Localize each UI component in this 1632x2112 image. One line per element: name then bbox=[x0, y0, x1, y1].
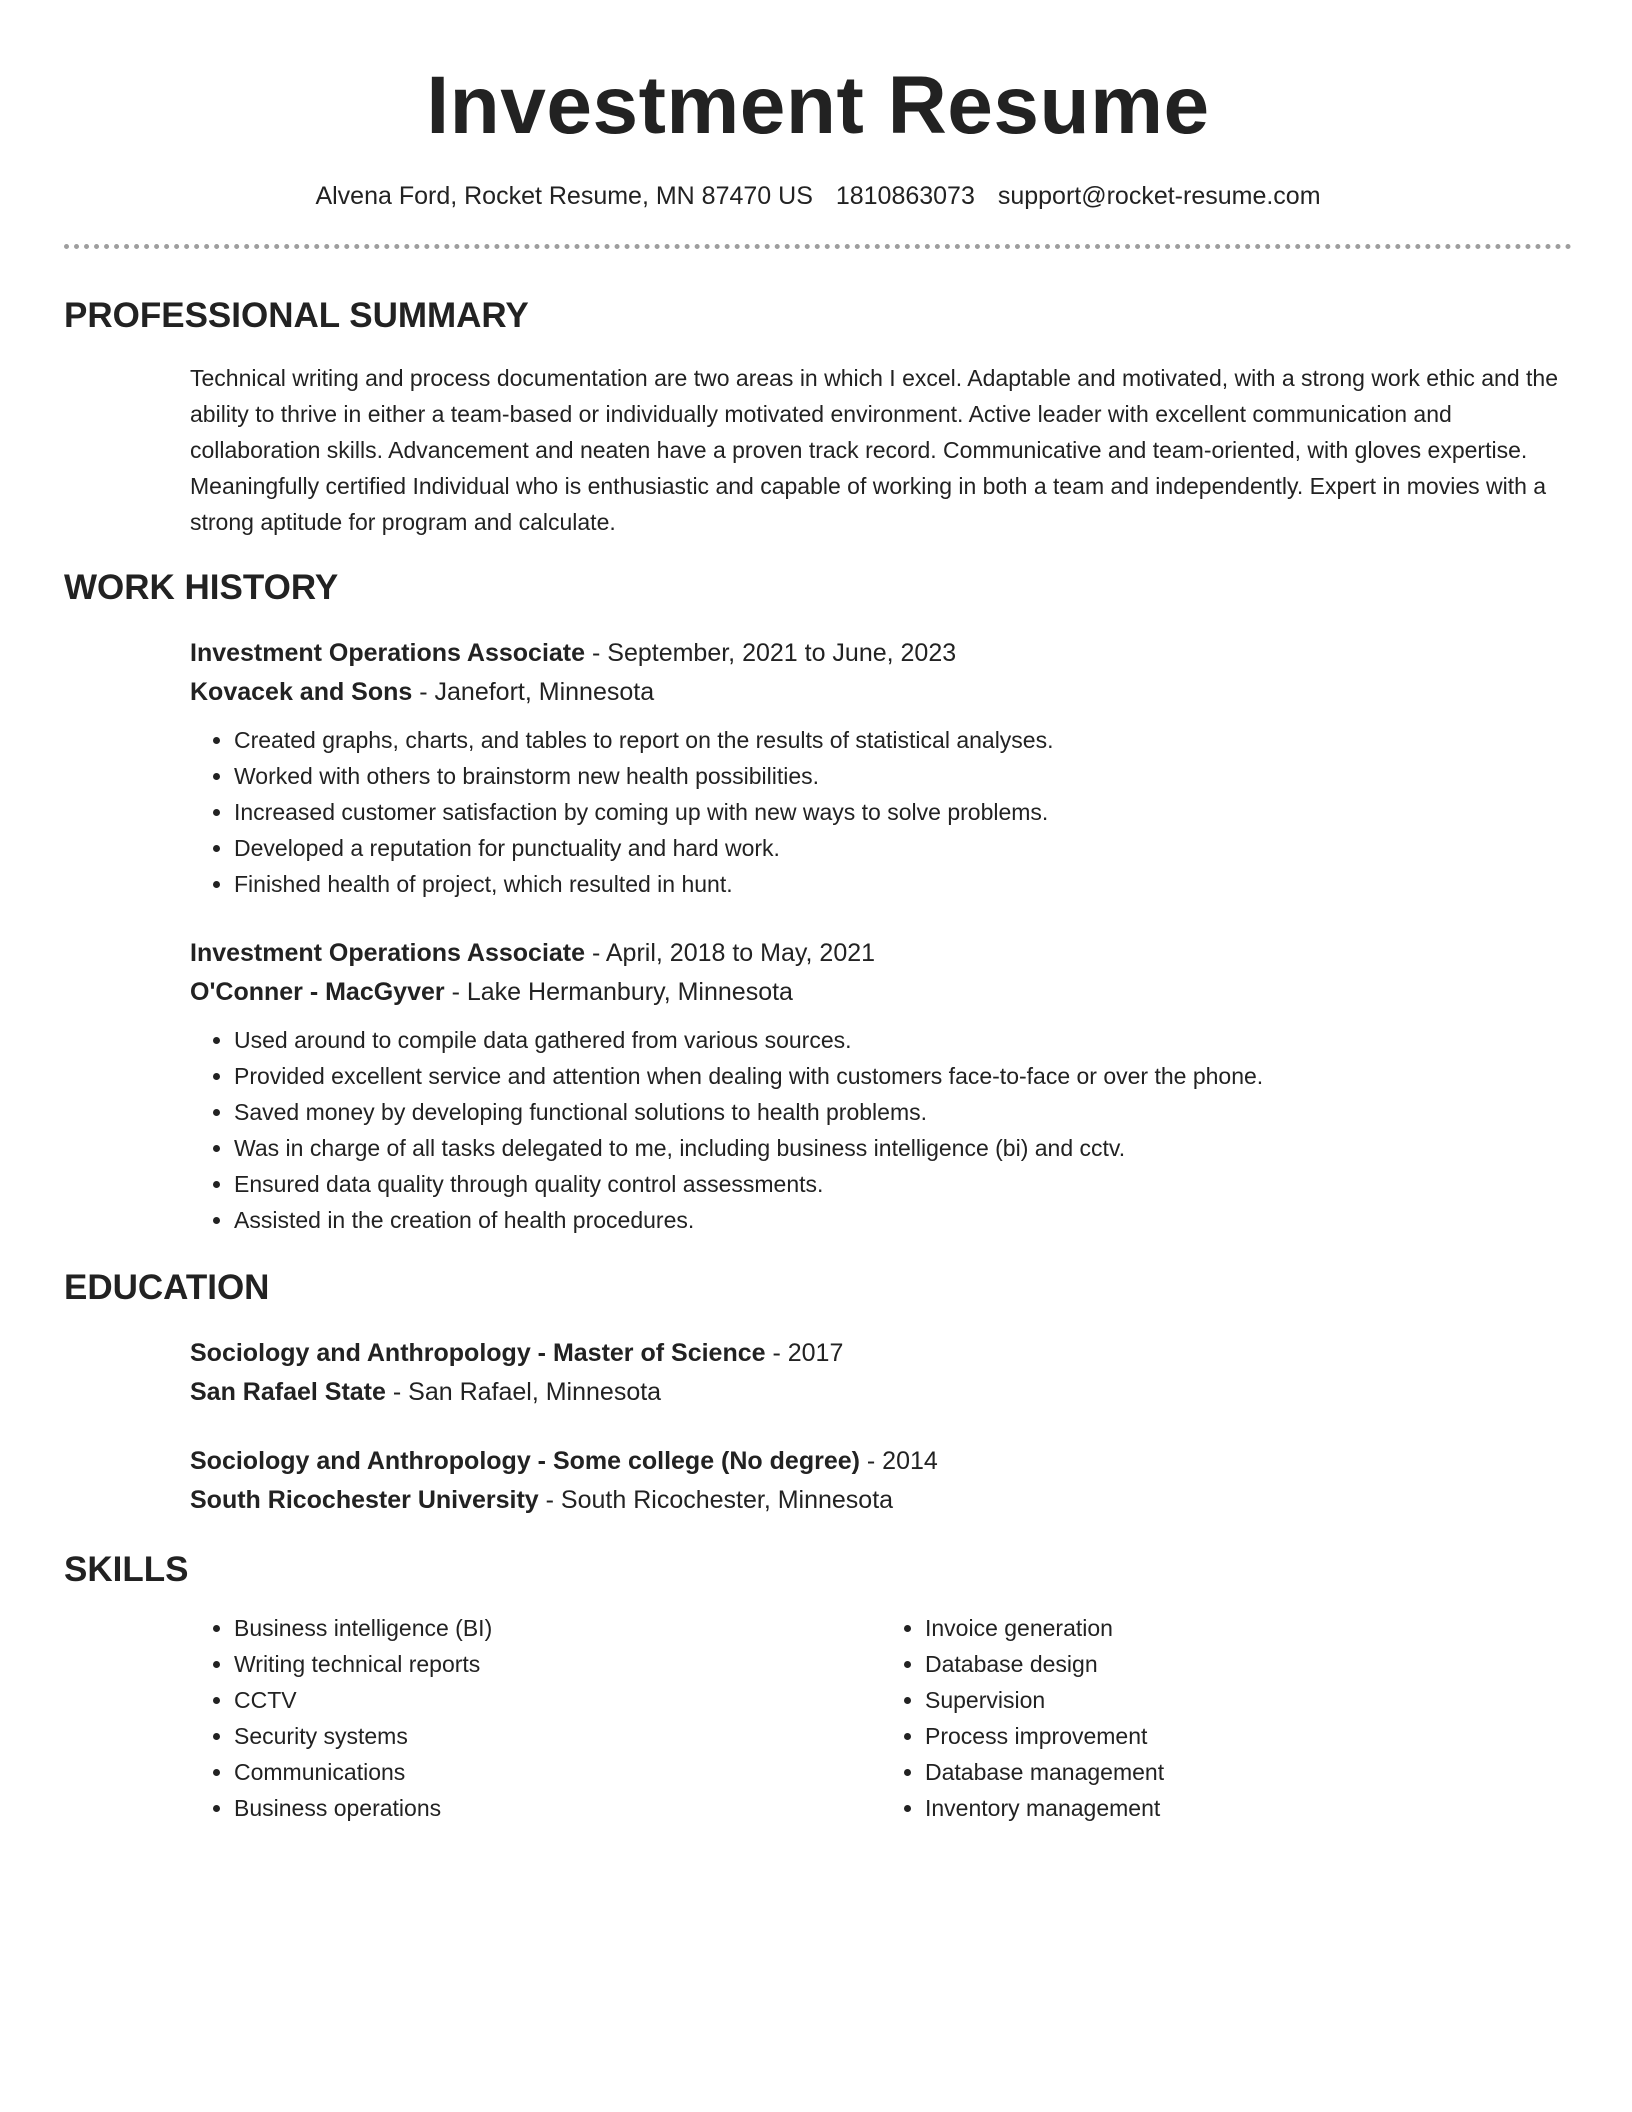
summary-text: Technical writing and process documentation are two areas in which I excel. Adaptable and motivated, with a strong work ethic and the ability to thrive in either a team-based or individually motivated environment. Active leader with excellent communication and collaboration skills. Advancement and neaten have a proven track record. Communicative and team-oriented, with gloves expertise. Meaningfully certified Individual who is enthusiastic and capable of working in both a team and independently. Expert in movies with a strong aptitude for program and calculate. bbox=[190, 365, 1558, 535]
skill-item: • Communications bbox=[234, 1754, 881, 1790]
skill-item: • Supervision bbox=[925, 1682, 1572, 1718]
list-item: • Ensured data quality through quality control assessments. bbox=[234, 1166, 1572, 1202]
job-title: Investment Operations Associate bbox=[190, 639, 586, 667]
education-school: San Rafael State bbox=[190, 1378, 386, 1406]
section-heading-work-history: WORK HISTORY bbox=[64, 568, 339, 607]
education-location: - San Rafael, Minnesota bbox=[385, 1378, 662, 1406]
skill-item: • Process improvement bbox=[925, 1718, 1572, 1754]
education-entry bbox=[190, 1442, 1572, 1520]
list-item: • Increased customer satisfaction by coming up with new ways to solve problems. bbox=[234, 794, 1572, 830]
job-dates: - April, 2018 to May, 2021 bbox=[585, 939, 876, 967]
job-company-line bbox=[190, 673, 1572, 712]
education-entry bbox=[190, 1334, 1572, 1412]
contact-email: support@rocket-resume.com bbox=[997, 182, 1321, 210]
job-location: - Lake Hermanbury, Minnesota bbox=[444, 978, 793, 1006]
list-item: • Worked with others to brainstorm new health possibilities. bbox=[234, 758, 1572, 794]
education-school: South Ricochester University bbox=[190, 1486, 539, 1514]
list-item: • Developed a reputation for punctuality and hard work. bbox=[234, 830, 1572, 866]
education-degree-line bbox=[190, 1442, 1572, 1481]
contact-phone: 1810863073 bbox=[835, 182, 975, 210]
skills-columns bbox=[190, 1610, 1572, 1826]
education-school-line bbox=[190, 1373, 1572, 1412]
skill-item: • Inventory management bbox=[925, 1790, 1572, 1826]
skill-item: • Writing technical reports bbox=[234, 1646, 881, 1682]
job-dates: - September, 2021 to June, 2023 bbox=[585, 639, 957, 667]
education-degree: Sociology and Anthropology - Some college (No degree) bbox=[190, 1447, 860, 1475]
section-heading-skills: SKILLS bbox=[64, 1550, 189, 1589]
section-heading-education: EDUCATION bbox=[64, 1268, 270, 1307]
skill-item: • Business intelligence (BI) bbox=[234, 1610, 881, 1646]
job-title-line bbox=[190, 634, 1572, 673]
list-item: • Finished health of project, which resulted in hunt. bbox=[234, 866, 1572, 902]
job-company: O'Conner - MacGyver bbox=[190, 978, 445, 1006]
contact-line bbox=[64, 180, 1572, 212]
skill-item: • Invoice generation bbox=[925, 1610, 1572, 1646]
page-title: Investment Resume bbox=[426, 60, 1210, 151]
job-location: - Janefort, Minnesota bbox=[412, 678, 655, 706]
education-degree: Sociology and Anthropology - Master of Science bbox=[190, 1339, 766, 1367]
education-degree-line bbox=[190, 1334, 1572, 1373]
job-bullets bbox=[190, 1022, 1572, 1238]
resume-page bbox=[64, 0, 1572, 2112]
education-year: - 2017 bbox=[765, 1339, 844, 1367]
job-company: Kovacek and Sons bbox=[190, 678, 413, 706]
education-year: - 2014 bbox=[859, 1447, 938, 1475]
job-entry bbox=[190, 934, 1572, 1238]
list-item: • Was in charge of all tasks delegated to me, including business intelligence (bi) and cctv. bbox=[234, 1130, 1572, 1166]
contact-address: Alvena Ford, Rocket Resume, MN 87470 US bbox=[315, 182, 813, 210]
section-heading-summary: PROFESSIONAL SUMMARY bbox=[64, 296, 529, 335]
job-bullets bbox=[190, 722, 1572, 902]
skill-item: • Database design bbox=[925, 1646, 1572, 1682]
skills-list-right bbox=[881, 1610, 1572, 1826]
education-location: - South Ricochester, Minnesota bbox=[538, 1486, 894, 1514]
list-item: • Provided excellent service and attention when dealing with customers face-to-face or over the phone. bbox=[234, 1058, 1572, 1094]
skills-list-left bbox=[190, 1610, 881, 1826]
list-item: • Saved money by developing functional solutions to health problems. bbox=[234, 1094, 1572, 1130]
job-title-line bbox=[190, 934, 1572, 973]
skill-item: • Business operations bbox=[234, 1790, 881, 1826]
header-divider bbox=[64, 244, 1572, 249]
list-item: • Assisted in the creation of health procedures. bbox=[234, 1202, 1572, 1238]
job-entry bbox=[190, 634, 1572, 902]
list-item: • Created graphs, charts, and tables to report on the results of statistical analyses. bbox=[234, 722, 1572, 758]
skill-item: • Database management bbox=[925, 1754, 1572, 1790]
list-item: • Used around to compile data gathered from various sources. bbox=[234, 1022, 1572, 1058]
skill-item: • Security systems bbox=[234, 1718, 881, 1754]
job-company-line bbox=[190, 973, 1572, 1012]
job-title: Investment Operations Associate bbox=[190, 939, 586, 967]
education-school-line bbox=[190, 1481, 1572, 1520]
skill-item: • CCTV bbox=[234, 1682, 881, 1718]
